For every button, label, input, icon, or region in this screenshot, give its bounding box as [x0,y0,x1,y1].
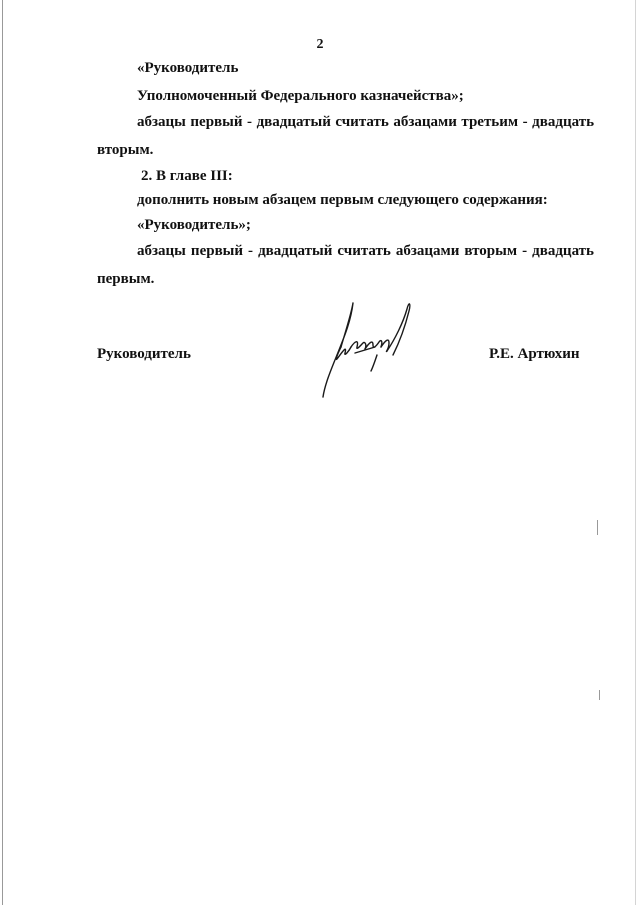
handwritten-signature-icon [315,295,425,400]
paragraph-quote-rukovoditel-2: «Руководитель»; [137,217,251,233]
paragraph-quote-rukovoditel: «Руководитель [137,60,239,76]
signature-position: Руководитель [97,346,191,362]
scan-left-edge [2,0,3,905]
paragraph-abzacy-vtorym: абзацы первый - двадцатый считать абзацами вторым - двадцать первым. [97,243,594,287]
paragraph-dopolnit: дополнить новым абзацем первым следующего содержания: [137,192,548,208]
paragraph-chapter-three: 2. В главе III: [141,168,233,184]
signature-name: Р.Е. Артюхин [489,346,580,362]
scan-mark [599,690,600,700]
scan-mark [597,520,598,535]
scan-right-edge [635,0,636,905]
paragraph-upolnomochenny: Уполномоченный Федерального казначейства»; [137,88,464,104]
paragraph-abzacy-tretim: абзацы первый - двадцатый считать абзацами третьим - двадцать вторым. [97,114,594,158]
page-number: 2 [316,37,324,52]
